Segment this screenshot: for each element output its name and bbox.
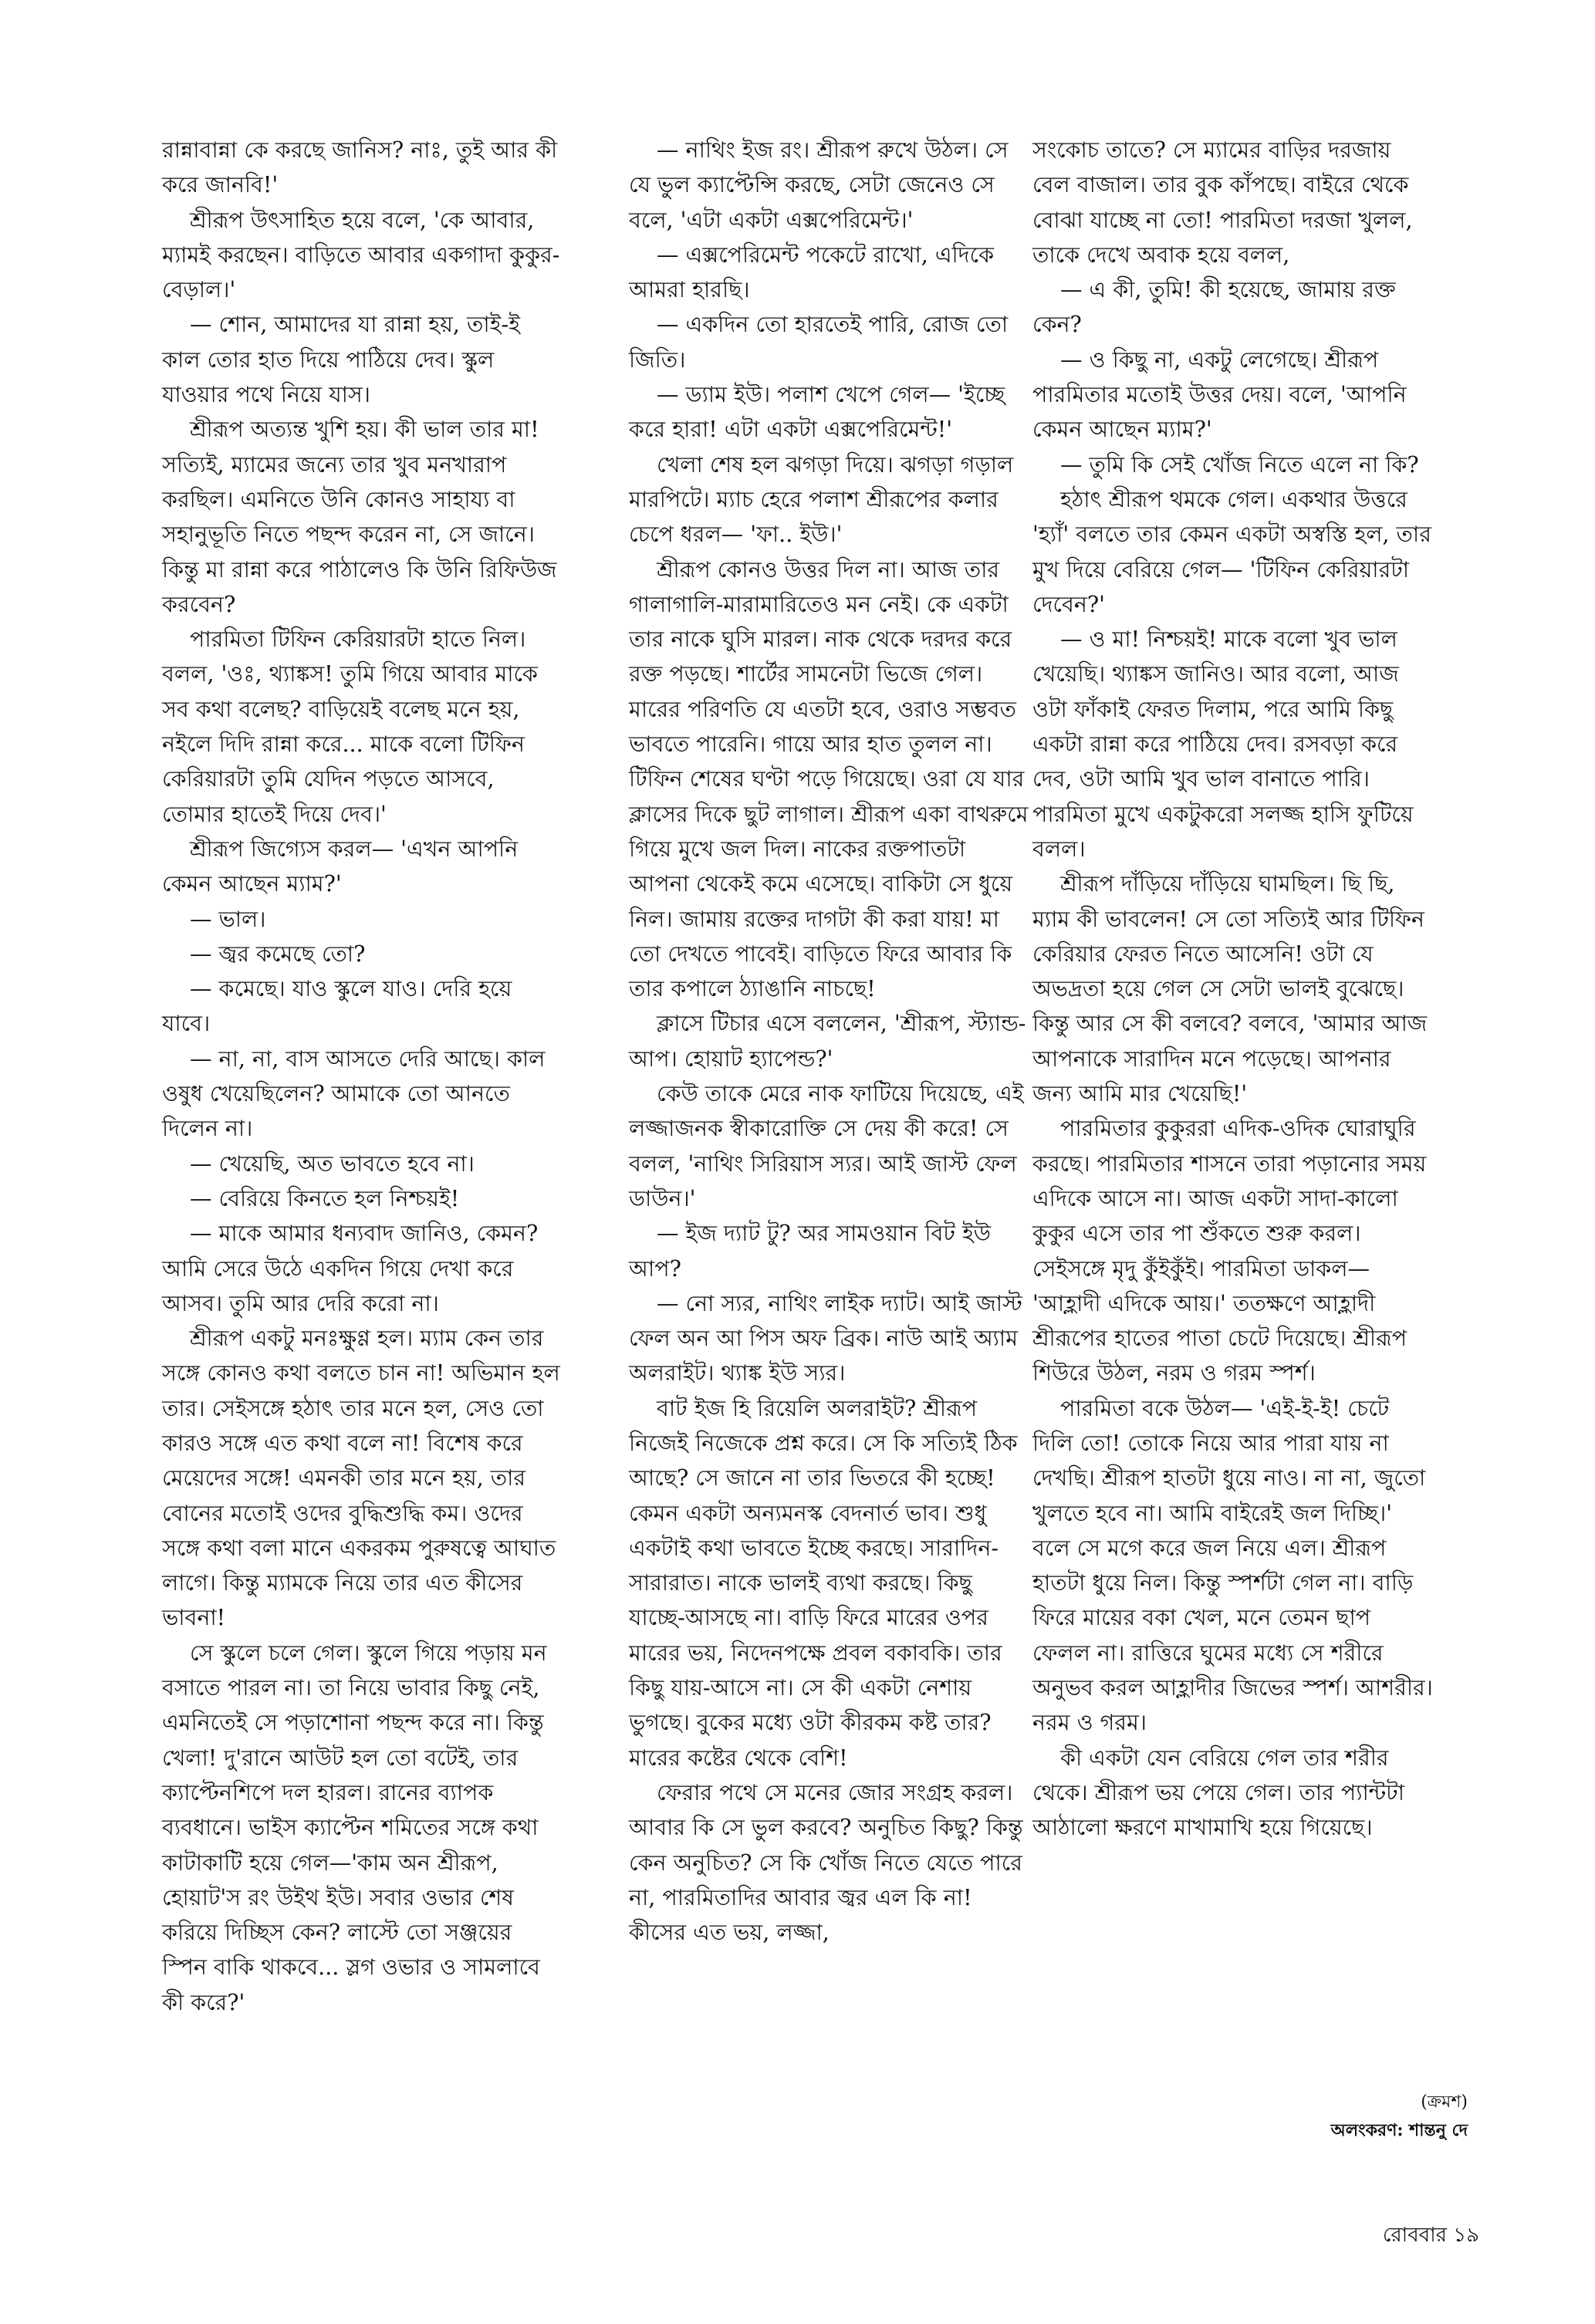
paragraph: — নো স্যর, নাথিং লাইক দ্যাট। আই জাস্ট ফেল অন আ পিস অফ ব্রিক। নাউ আই অ্যাম অলরাইট। থ্যাঙ্ক ইউ স্যর। xyxy=(629,1290,1022,1387)
paragraph: — একদিন তো হারতেই পারি, রোজ তো জিতি। xyxy=(629,312,1009,373)
paragraph: — এ কী, তুমি! কী হয়েছে, জামায় রক্ত কেন? xyxy=(1032,277,1396,338)
text-column-3 xyxy=(1032,133,1434,1846)
paragraph: — তুমি কি সেই খোঁজ নিতে এলে না কি? xyxy=(1060,451,1419,478)
paragraph: — বেরিয়ে কিনতে হল নিশ্চয়ই! xyxy=(190,1185,460,1211)
paragraph: পারমিতা বকে উঠল— 'এই-ই-ই! চেটে দিলি তো! তোকে নিয়ে আর পারা যায় না দেখছি। শ্রীরূপ হাতটা ধুয়ে নাও। না না, জুতো খুলতে হবে না। আমি বাইরেই জল দিচ্ছি।' বলে সে মগে করে জল নিয়ে এল। শ্রীরূপ হাতটা ধুয়ে নিল। কিন্তু স্পর্শটা গেল না। বাড়ি ফিরে মায়ের বকা খেল, মনে তেমন ছাপ ফেলল না। রাত্তিরে ঘুমের মধ্যে সে শরীরে অনুভব করল আহ্লাদীর জিভের স্পর্শ। আশরীর। নরম ও গরম। xyxy=(1032,1395,1433,1736)
paragraph: — মাকে আমার ধন্যবাদ জানিও, কেমন? আমি সেরে উঠে একদিন গিয়ে দেখা করে আসব। তুমি আর দেরি করো না। xyxy=(162,1221,539,1316)
paragraph: — না, না, বাস আসতে দেরি আছে। কাল ওষুধ খেয়েছিলেন? আমাকে তো আনতে দিলেন না। xyxy=(162,1045,546,1142)
paragraph: সে স্কুলে চলে গেল। স্কুলে গিয়ে পড়ায় মন বসাতে পারল না। তা নিয়ে ভাবার কিছু নেই, এমনিতেই সে পড়াশোনা পছন্দ করে না। কিন্তু খেলা! দু'রানে আউট হল তো বটেই, তার ক্যাপ্টেনশিপে দল হারল। রানের ব্যাপক ব্যবধানে। ভাইস ক্যাপ্টেন শমিতের সঙ্গে কথা কাটাকাটি হয়ে গেল—'কাম অন শ্রীরূপ, হোয়াট'স রং উইথ ইউ। সবার ওভার শেষ করিয়ে দিচ্ছিস কেন? লাস্টে তো সঞ্জয়ের স্পিন বাকি থাকবে... স্লগ ওভার ও সামলাবে কী করে?' xyxy=(162,1640,547,2015)
paragraph: — ও মা! নিশ্চয়ই! মাকে বলো খুব ভাল খেয়েছি। থ্যাঙ্কস জানিও। আর বলো, আজ ওটা ফাঁকাই ফেরত দিলাম, পরে আমি কিছু একটা রান্না করে পাঠিয়ে দেব। রসবড়া করে দেব, ওটা আমি খুব ভাল বানাতে পারি। পারমিতা মুখে একটুকরো সলজ্জ হাসি ফুটিয়ে বলল। xyxy=(1032,627,1414,862)
paragraph: — ড্যাম ইউ। পলাশ খেপে গেল— 'ইচ্ছে করে হারা! এটা একটা এক্সপেরিমেন্ট!' xyxy=(629,382,1005,443)
paragraph: শ্রীরূপ অত্যন্ত খুশি হয়। কী ভাল তার মা! সত্যিই, ম্যামের জন্যে তার খুব মনখারাপ করছিল। এমনিতে উনি কোনও সাহায্য বা সহানুভূতি নিতে পছন্দ করেন না, সে জানে। কিন্তু মা রান্না করে পাঠালেও কি উনি রিফিউজ করবেন? xyxy=(162,417,557,617)
paragraph: — ও কিছু না, একটু লেগেছে। শ্রীরূপ পারমিতার মতোই উত্তর দেয়। বলে, 'আপনি কেমন আছেন ম্যাম?' xyxy=(1032,346,1407,443)
paragraph: ক্লাসে টিচার এসে বললেন, 'শ্রীরূপ, স্ট্যান্ড-আপ। হোয়াট হ্যাপেন্ড?' xyxy=(629,1011,1026,1072)
paragraph: — ভাল। xyxy=(190,906,266,932)
paragraph: পারমিতার কুকুররা এদিক-ওদিক ঘোরাঘুরি করছে। পারমিতার শাসনে তারা পড়ানোর সময় এদিকে আসে না। আজ একটা সাদা-কালো কুকুর এসে তার পা শুঁকতে শুরু করল। সেইসঙ্গে মৃদু কুঁইকুঁই। পারমিতা ডাকল— 'আহ্লাদী এদিকে আয়।' ততক্ষণে আহ্লাদী শ্রীরূপের হাতের পাতা চেটে দিয়েছে। শ্রীরূপ শিউরে উঠল, নরম ও গরম স্পর্শ। xyxy=(1032,1116,1427,1387)
paragraph: — শোন, আমাদের যা রান্না হয়, তাই-ই কাল তোর হাত দিয়ে পাঠিয়ে দেব। স্কুল যাওয়ার পথে নিয়ে যাস। xyxy=(162,312,520,408)
paragraph: শ্রীরূপ উৎসাহিত হয়ে বলে, 'কে আবার, ম্যামই করছেন। বাড়িতে আবার একগাদা কুকুর-বেড়াল।' xyxy=(162,207,560,303)
paragraph: হঠাৎ শ্রীরূপ থমকে গেল। একথার উত্তরে 'হ্যাঁ' বলতে তার কেমন একটা অস্বস্তি হল, তার মুখ দিয়ে বেরিয়ে গেল— 'টিফিন কেরিয়ারটা দেবেন?' xyxy=(1032,486,1431,617)
paragraph: শ্রীরূপ জিগ্যেস করল— 'এখন আপনি কেমন আছেন ম্যাম?' xyxy=(162,836,519,897)
paragraph: — কমেছে। যাও স্কুলে যাও। দেরি হয়ে যাবে। xyxy=(162,976,512,1037)
paragraph: কেউ তাকে মেরে নাক ফাটিয়ে দিয়েছে, এই লজ্জাজনক স্বীকারোক্তি সে দেয় কী করে! সে বলল, 'নাথিং সিরিয়াস স্যর। আই জাস্ট ফেল ডাউন।' xyxy=(629,1081,1024,1211)
paragraph: সংকোচ তাতে? সে ম্যামের বাড়ির দরজায় বেল বাজাল। তার বুক কাঁপছে। বাইরে থেকে বোঝা যাচ্ছে না তো! পারমিতা দরজা খুলল, তাকে দেখে অবাক হয়ে বলল, xyxy=(1032,137,1413,268)
paragraph: — খেয়েছি, অত ভাবতে হবে না। xyxy=(190,1150,475,1177)
paragraph: — এক্সপেরিমেন্ট পকেটে রাখো, এদিকে আমরা হারছি। xyxy=(629,242,995,303)
paragraph: পারমিতা টিফিন কেরিয়ারটা হাতে নিল। বলল, 'ওঃ, থ্যাঙ্কস! তুমি গিয়ে আবার মাকে সব কথা বলেছ? বাড়িয়েই বলেছ মনে হয়, নইলে দিদি রান্না করে... মাকে বলো টিফিন কেরিয়ারটা তুমি যেদিন পড়তে আসবে, তোমার হাতেই দিয়ে দেব।' xyxy=(162,627,538,827)
paragraph: রান্নাবান্না কে করছে জানিস? নাঃ, তুই আর কী করে জানবি!' xyxy=(162,137,558,198)
text-column-2 xyxy=(629,133,1030,1950)
paragraph: — ইজ দ্যাট টু? অর সামওয়ান বিট ইউ আপ? xyxy=(629,1221,991,1282)
paragraph: — জ্বর কমেছে তো? xyxy=(190,941,366,967)
paragraph: শ্রীরূপ কোনও উত্তর দিল না। আজ তার গালাগালি-মারামারিতেও মন নেই। কে একটা তার নাকে ঘুসি মারল। নাক থেকে দরদর করে রক্ত পড়ছে। শার্টের সামনেটা ভিজে গেল। মারের পরিণতি যে এতটা হবে, ওরাও সম্ভবত ভাবতে পারেনি। গায়ে আর হাত তুলল না। টিফিন শেষের ঘণ্টা পড়ে গিয়েছে। ওরা যে যার ক্লাসের দিকে ছুট লাগাল। শ্রীরূপ একা বাথরুমে গিয়ে মুখে জল দিল। নাকের রক্তপাতটা আপনা থেকেই কমে এসেছে। বাকিটা সে ধুয়ে নিল। জামায় রক্তের দাগটা কী করা যায়! মা তো দেখতে পাবেই। বাড়িতে ফিরে আবার কি তার কপালে ঠ্যাঙানি নাচছে! xyxy=(629,556,1029,1002)
paragraph: ফেরার পথে সে মনের জোর সংগ্রহ করল। আবার কি সে ভুল করবে? অনুচিত কিছু? কিন্তু কেন অনুচিত? সে কি খোঁজ নিতে যেতে পারে না, পারমিতাদির আবার জ্বর এল কি না! কীসের এত ভয়, লজ্জা, xyxy=(629,1779,1023,1946)
text-column-1 xyxy=(162,133,563,2020)
illustration-credit: অলংকরণ: শান্তনু দে xyxy=(1330,2120,1468,2140)
paragraph: বাট ইজ হি রিয়েলি অলরাইট? শ্রীরূপ নিজেই নিজেকে প্রশ্ন করে। সে কি সত্যিই ঠিক আছে? সে জানে না তার ভিতরে কী হচ্ছে! কেমন একটা অন্যমনস্ক বেদনার্ত ভাব। শুধু একটাই কথা ভাবতে ইচ্ছে করছে। সারাদিন-সারারাত। নাকে ভালই ব্যথা করছে। কিছু যাচ্ছে-আসছে না। বাড়ি ফিরে মারের ওপর মারের ভয়, নিদেনপক্ষে প্রবল বকাবকি। তার কিছু যায়-আসে না। সে কী একটা নেশায় ভুগছে। বুকের মধ্যে ওটা কীরকম কষ্ট তার? মারের কষ্টের থেকে বেশি! xyxy=(629,1395,1018,1771)
page-number: রোববার ১৯ xyxy=(1382,2224,1479,2247)
paragraph: — নাথিং ইজ রং। শ্রীরূপ রুখে উঠল। সে যে ভুল ক্যাপ্টেন্সি করছে, সেটা জেনেও সে বলে, 'এটা একটা এক্সপেরিমেন্ট।' xyxy=(629,137,1009,233)
paragraph: খেলা শেষ হল ঝগড়া দিয়ে। ঝগড়া গড়াল মারপিটে। ম্যাচ হেরে পলাশ শ্রীরূপের কলার চেপে ধরল— 'ফা.. ইউ।' xyxy=(629,451,1014,548)
continued-note: (ক্রমশ) xyxy=(1421,2093,1468,2112)
paragraph: কী একটা যেন বেরিয়ে গেল তার শরীর থেকে। শ্রীরূপ ভয় পেয়ে গেল। তার প্যান্টটা আঠালো ক্ষরণে মাখামাখি হয়ে গিয়েছে। xyxy=(1032,1745,1404,1841)
paragraph: শ্রীরূপ দাঁড়িয়ে দাঁড়িয়ে ঘামছিল। ছি ছি, ম্যাম কী ভাবলেন! সে তো সত্যিই আর টিফিন কেরিয়ার ফেরত নিতে আসেনি! ওটা যে অভদ্রতা হয়ে গেল সে সেটা ভালই বুঝেছে। কিন্তু আর সে কী বলবে? বলবে, 'আমার আজ আপনাকে সারাদিন মনে পড়েছে। আপনার জন্য আমি মার খেয়েছি!' xyxy=(1032,871,1428,1107)
paragraph: শ্রীরূপ একটু মনঃক্ষুণ্ণ হল। ম্যাম কেন তার সঙ্গে কোনও কথা বলতে চান না! অভিমান হল তার। সেইসঙ্গে হঠাৎ তার মনে হল, সেও তো কারও সঙ্গে এত কথা বলে না! বিশেষ করে মেয়েদের সঙ্গে! এমনকী তার মনে হয়, তার বোনের মতোই ওদের বুদ্ধিশুদ্ধি কম। ওদের সঙ্গে কথা বলা মানে একরকম পুরুষত্বে আঘাত লাগে। কিন্তু ম্যামকে নিয়ে তার এত কীসের ভাবনা! xyxy=(162,1326,560,1631)
